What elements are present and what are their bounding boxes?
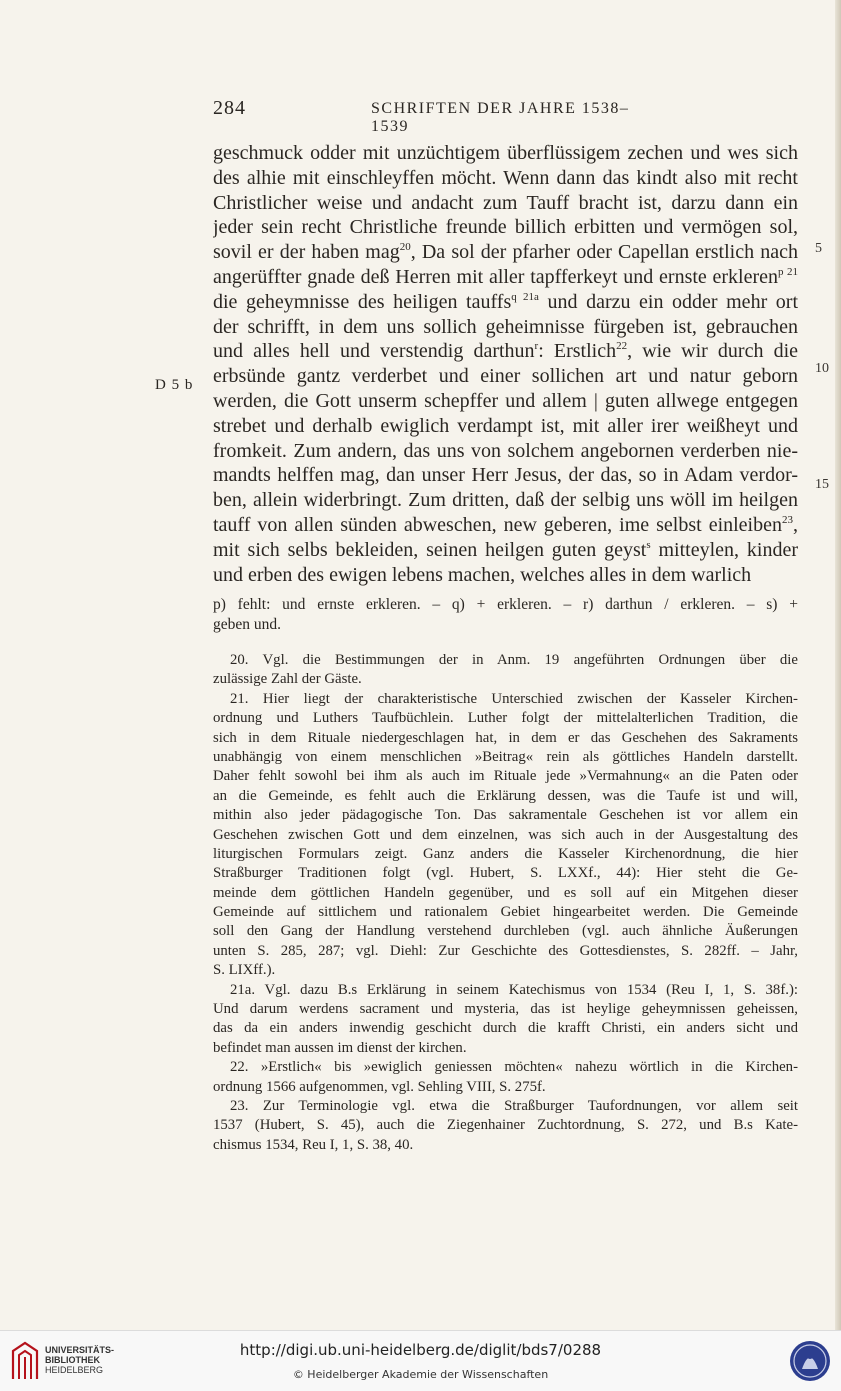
note-ref-q21a: q 21a [511,290,539,303]
academy-seal-icon [788,1338,832,1384]
main-text [213,141,798,587]
text-segment: , wie wir durch die [627,340,798,363]
line-number-10: 10 [815,361,829,376]
footnote-line: an die Gemeinde, es fehlt auch die Erklärung dessen, was die Taufe ist und will, [213,787,798,804]
footnote-line: 22. »Erstlich« bis »ewiglich geniessen möchten« nahezu wörtlich in die Kirchen- [230,1059,798,1076]
permalink[interactable]: http://digi.ub.uni-heidelberg.de/diglit/bds7/0288 [239,1341,602,1359]
note-ref-p21: p 21 [778,265,798,278]
footnote-line: zulässige Zahl der Gäste. [213,671,362,688]
library-name-line: HEIDELBERG [45,1365,104,1375]
footnote-line: soll den Gang der Handlung verstehend durchleben (vgl. auch ähnliche Äußerungen [213,923,798,940]
digitization-footer [0,1330,841,1391]
running-title: SCHRIFTEN DER JAHRE 1538–1539 [371,100,630,135]
text-line [213,240,798,265]
footnote-line: liturgischen Formulars zeigt. Ganz anders die Kasseler Kirchenordnung, die hier [213,845,798,862]
text-segment: tauff von allen sünden abweschen, new geberen, ime selbst einleiben [213,513,782,536]
page-edge-shadow [835,0,841,1330]
footnote-line: befindet man aussen im dienst der kirchen. [213,1039,467,1056]
text-segment: mit sich selbs bekleiden, seinen heilgen guten geyst [213,538,647,561]
footnote-line: das da ein anders inwendig geschicht durch die krafft Christi, ein anders sicht und [213,1020,798,1037]
text-line: werden, die Gott unserm schepffer und allem | guten allwege entgegen [213,389,798,412]
text-line: und erben des ewigen lebens machen, welches alles in dem warlich [213,563,752,586]
page-header [213,97,643,135]
footnote-line: S. LIXff.). [213,962,276,979]
footnote-line: 21. Hier liegt der charakteristische Unterschied zwischen der Kasseler Kirchen- [230,690,798,707]
text-segment: , [793,513,798,536]
text-line: geschmuck odder mit unzüchtigem überflüssigem zechen und wes sich [213,142,798,164]
footnote-line: Gemeinde auf sittlichem und rationalem Gebiet hingearbeitet werden. Die Gemeinde [213,904,798,921]
note-ref-22: 22 [616,340,628,353]
text-segment: und darzu ein odder mehr ort [538,290,798,313]
text-line: erbsünde gantz verderbet und einer sollichen art und natur geborn [213,365,798,388]
text-line: jeder sein recht Christliche freunde billich erbitten und vermögen sol, [213,216,798,239]
critical-apparatus [213,595,798,635]
page-number: 284 [213,97,246,119]
footnotes [213,651,798,1155]
note-ref-r: r [534,340,539,353]
footnote-line: ordnung und Luthers Taufbüchlein. Luther folgt der mittelalterlichen Tradition, die [213,710,798,727]
text-segment: : Erstlich [538,340,617,363]
text-line: fromkeit. Zum andern, das uns von solchem angebornen verderben nie- [213,439,798,462]
text-line: des alhie mit einschleyffen möcht. Wenn dann das kindt also mit recht [213,166,798,189]
footnote-line: sich in dem Rituale niedergeschlagen hat, in dem er das Geschehen des Sakraments [213,729,798,746]
line-number-15: 15 [815,477,829,492]
text-line: strebet und derhalb ewiglich verdampt ist, mit aller irer weißheyt und [213,414,798,437]
footnote-line: Und darum werdens sacrament und mysteria, das ist heylige geheymnissen geheissen, [213,1001,798,1018]
footnote-line: chismus 1534, Reu I, 1, S. 38, 40. [213,1136,414,1153]
apparatus-line: p) fehlt: und ernste erkleren. – q) + erkleren. – r) darthun / erkleren. – s) + [213,596,798,613]
text-line: Christlicher weise und andacht zum Tauff bracht ist, darzu dann ein [213,191,798,214]
signature-mark: D 5 b [155,377,194,393]
text-segment: mitteylen, kinder [650,538,798,561]
text-segment: und alles hell und verstendig darthun [213,340,535,363]
apparatus-line: geben und. [213,616,282,633]
library-name-line: BIBLIOTHEK [45,1355,100,1365]
text-line [213,538,798,563]
footnote-line: 23. Zur Terminologie vgl. etwa die Straßburger Taufordnungen, vor allem seit [230,1097,798,1114]
text-segment: sovil er der haben mag [213,241,400,264]
footnote-line: meinde dem göttlichen Handeln gegenüber, und es soll auf ein Mitgehen dieser [213,884,798,901]
text-line [213,339,798,364]
text-line [213,265,798,290]
footnote-line: Geschehen zwischen Gott und dem einzelnen, was sich auch in der Ausgestaltung des [213,826,798,843]
text-line: ben, allein widerbringt. Zum dritten, daß der selbig uns wöll im heilgen [213,489,798,512]
footnote-line: 21a. Vgl. dazu B.s Erklärung in seinem Katechismus von 1534 (Reu I, 1, S. 38f.): [230,981,798,998]
line-number-5: 5 [815,241,822,256]
text-segment: angerüffter gnade deß Herren mit aller tapfferkeyt und ernste erkleren [213,265,779,288]
footnote-line: ordnung 1566 aufgenommen, vgl. Sehling VIII, S. 275f. [213,1078,546,1095]
note-ref-s: s [646,538,651,551]
text-line [213,290,798,315]
footnote-line: Daher fehlt sowohl bei ihm als auch im Rituale jede »Vermahnung« an die Paten oder [213,768,798,785]
footnote-line: Straßburger Traditionen folgt (vgl. Hubert, S. LXXf., 44): Hier steht die Ge- [213,865,798,882]
footnote-line: unten S. 285, 287; vgl. Diehl: Zur Geschichte des Gottesdienstes, S. 282ff. – Jahr, [213,942,798,959]
text-segment: , Da sol der pfarher oder Capellan erstlich nach [410,241,798,264]
note-ref-20: 20 [399,241,411,254]
text-line [213,513,798,538]
footnote-line: mithin also jeder pädagogische Ton. Das sakramentale Geschehen ist vor allem ein [213,807,798,824]
copyright-notice: © Heidelberger Akademie der Wissenschaften [292,1368,549,1381]
text-line: mandts helffen mag, dan unser Herr Jesus, der das, so in Adam verdor- [213,464,798,487]
footnote-line: 20. Vgl. die Bestimmungen der in Anm. 19 angeführten Ordnungen über die [230,652,798,668]
note-ref-23: 23 [782,513,793,526]
footnote-line: 1537 (Hubert, S. 45), auch die Ziegenhainer Zuchtordnung, S. 272, und B.s Kate- [213,1117,798,1134]
library-name-line: UNIVERSITÄTS- [45,1345,115,1355]
text-line: der schrifft, in dem uns sollich geheimnisse fürgeben ist, gebrauchen [213,315,798,338]
footnote-line: unabhängig von einem menschlichen »Beitrag« rein als göttliches Handeln darstellt. [213,748,798,765]
text-segment: die geheymnisse des heiligen tauffs [213,290,512,313]
